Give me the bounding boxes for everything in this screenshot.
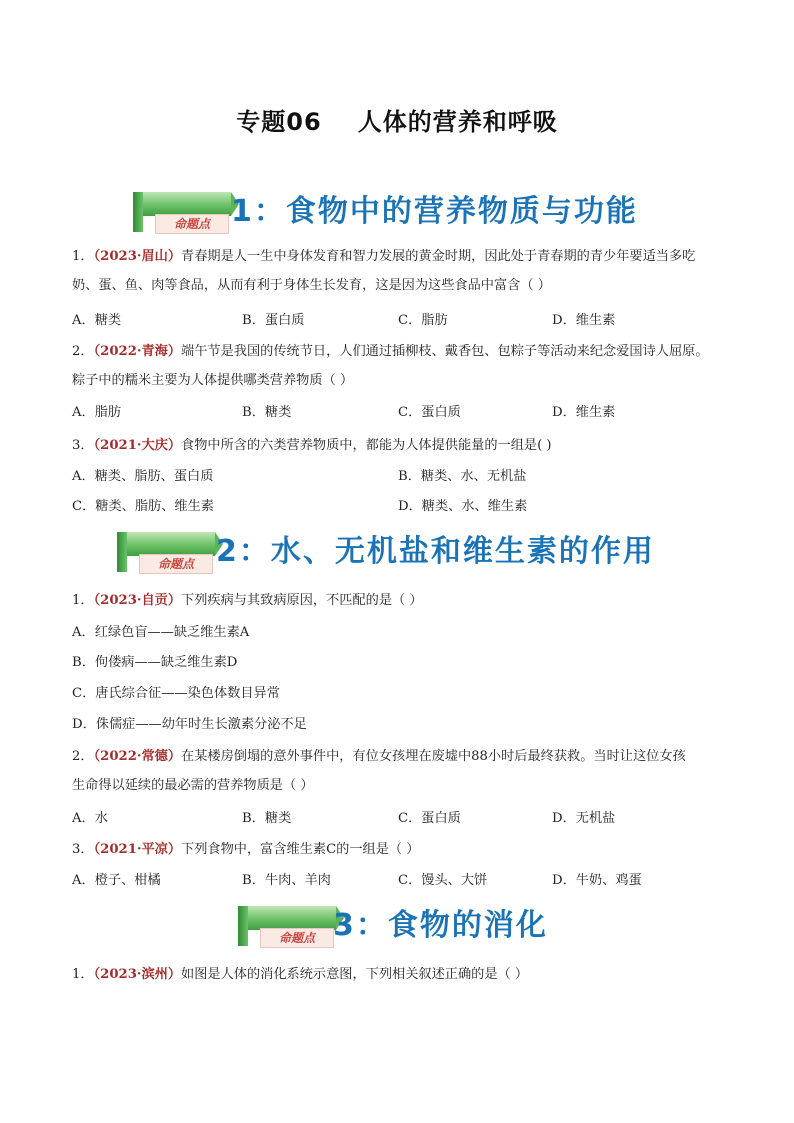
section-1-header [0, 190, 794, 238]
option-a: A．糖类、脂肪、蛋白质 [72, 469, 214, 484]
option-d: D．侏儒症——幼年时生长激素分泌不足 [72, 717, 307, 732]
section-2-header [0, 530, 794, 578]
section-heading: 2：水、无机盐和维生素的作用 [216, 534, 655, 569]
option-d: D．维生素 [552, 405, 616, 420]
option-c: C．蛋白质 [398, 405, 461, 420]
question-options [72, 492, 732, 521]
question-item: 3．（2021·平凉）下列食物中，富含维生素C的一组是（ ） [72, 842, 420, 857]
option-a: A．糖类 [72, 313, 122, 328]
option-c: C．馒头、大饼 [398, 873, 488, 888]
question-options [72, 462, 732, 491]
option-d: D．维生素 [552, 313, 616, 328]
option-b: B．佝偻病——缺乏维生素D [72, 655, 238, 670]
question-item: 2．（2022·常德）在某楼房倒塌的意外事件中，有位女孩埋在废墟中88小时后最终获救。当时让这位女孩 生命得以延续的最必需的营养物质是（ ） [72, 749, 686, 793]
question-item: 2．（2022·青海）端午节是我国的传统节日，人们通过插柳枝、戴香包、包粽子等活动来纪念爱国诗人屈原。 粽子中的糯米主要为人体提供哪类营养物质（ ） [72, 344, 709, 388]
question-item: 1．（2023·滨州）如图是人体的消化系统示意图，下列相关叙述正确的是（ ） [72, 967, 529, 982]
section-banner-icon: 命题点 [238, 906, 342, 946]
option-a: A．脂肪 [72, 405, 122, 420]
question-item: 1．（2023·自贡）下列疾病与其致病原因，不匹配的是（ ） [72, 593, 423, 608]
option-d: D．糖类、水、维生素 [398, 499, 528, 514]
question-options [72, 804, 732, 833]
section-heading: 1：食物中的营养物质与功能 [231, 194, 638, 229]
option-b: B．牛肉、羊肉 [242, 873, 331, 888]
option-c: C．脂肪 [398, 313, 448, 328]
question-item: 1．（2023·眉山）青春期是人一生中身体发育和智力发展的黄金时期，因此处于青春期的青少年要适当多吃 奶、蛋、鱼、肉等食品，从而有利于身体生长发育，这是因为这些食品中富含（ ） [72, 249, 696, 293]
page-title: 专题06 人体的营养和呼吸 [236, 108, 558, 136]
option-c: C．糖类、脂肪、维生素 [72, 499, 214, 514]
option-d: D．无机盐 [552, 811, 616, 826]
option-b: B．糖类、水、无机盐 [398, 469, 527, 484]
option-a: A．红绿色盲——缺乏维生素A [72, 625, 250, 640]
section-heading: 3：食物的消化 [333, 908, 548, 943]
option-a: A．橙子、柑橘 [72, 873, 161, 888]
option-c: C．蛋白质 [398, 811, 461, 826]
question-options [72, 866, 732, 895]
option-b: B．糖类 [242, 811, 292, 826]
option-d: D．牛奶、鸡蛋 [552, 873, 642, 888]
section-3-header [0, 904, 794, 952]
option-a: A．水 [72, 811, 108, 826]
question-options [72, 306, 732, 335]
section-banner-icon: 命题点 [117, 532, 221, 572]
question-options [72, 398, 732, 427]
section-banner-icon: 命题点 [133, 192, 237, 232]
question-item: 3．（2021·大庆）食物中所含的六类营养物质中，都能为人体提供能量的一组是( ) [72, 438, 552, 453]
option-b: B．蛋白质 [242, 313, 305, 328]
option-b: B．糖类 [242, 405, 292, 420]
option-c: C．唐氏综合征——染色体数目异常 [72, 686, 280, 701]
